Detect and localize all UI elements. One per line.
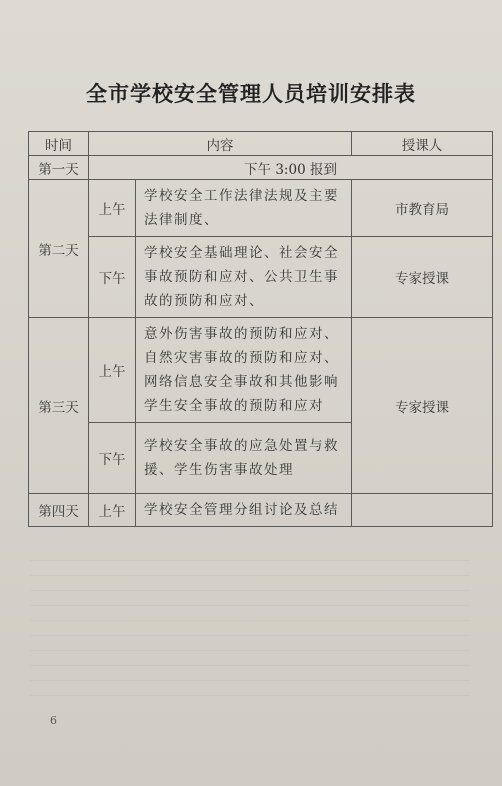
session-label: 下午 bbox=[89, 237, 136, 318]
table-row-day2-am bbox=[29, 180, 493, 237]
table-row-day1 bbox=[29, 156, 493, 180]
table-header-row bbox=[29, 132, 493, 156]
table-row-day3-am bbox=[29, 318, 493, 423]
page-number: 6 bbox=[50, 714, 57, 727]
day-label: 第二天 bbox=[29, 180, 89, 318]
page-title: 全市学校安全管理人员培训安排表 bbox=[86, 81, 416, 106]
session-content: 学校安全事故的应急处置与救援、学生伤害事故处理 bbox=[136, 423, 352, 494]
schedule-table bbox=[28, 131, 493, 527]
lecturer-cell: 专家授课 bbox=[352, 318, 493, 494]
day1-content: 下午 3:00 报到 bbox=[89, 156, 493, 180]
lecturer-cell: 市教育局 bbox=[352, 180, 493, 237]
session-content: 学校安全基础理论、社会安全事故预防和应对、公共卫生事故的预防和应对、 bbox=[136, 237, 352, 318]
header-time: 时间 bbox=[29, 132, 89, 156]
lecturer-cell bbox=[352, 494, 493, 527]
day-label: 第四天 bbox=[29, 494, 89, 527]
bleed-through-texture bbox=[30, 560, 470, 710]
session-label: 上午 bbox=[89, 318, 136, 423]
session-content: 意外伤害事故的预防和应对、自然灾害事故的预防和应对、网络信息安全事故和其他影响学生安全事故的预防和应对 bbox=[136, 318, 352, 423]
day-label: 第一天 bbox=[29, 156, 89, 180]
day-label: 第三天 bbox=[29, 318, 89, 494]
table-row-day2-pm bbox=[29, 237, 493, 318]
session-content: 学校安全管理分组讨论及总结 bbox=[136, 494, 352, 527]
lecturer-cell: 专家授课 bbox=[352, 237, 493, 318]
session-label: 上午 bbox=[89, 180, 136, 237]
header-content: 内容 bbox=[89, 132, 352, 156]
session-content: 学校安全工作法律法规及主要法律制度、 bbox=[136, 180, 352, 237]
session-label: 上午 bbox=[89, 494, 136, 527]
table-row-day4 bbox=[29, 494, 493, 527]
session-label: 下午 bbox=[89, 423, 136, 494]
header-lecturer: 授课人 bbox=[352, 132, 493, 156]
